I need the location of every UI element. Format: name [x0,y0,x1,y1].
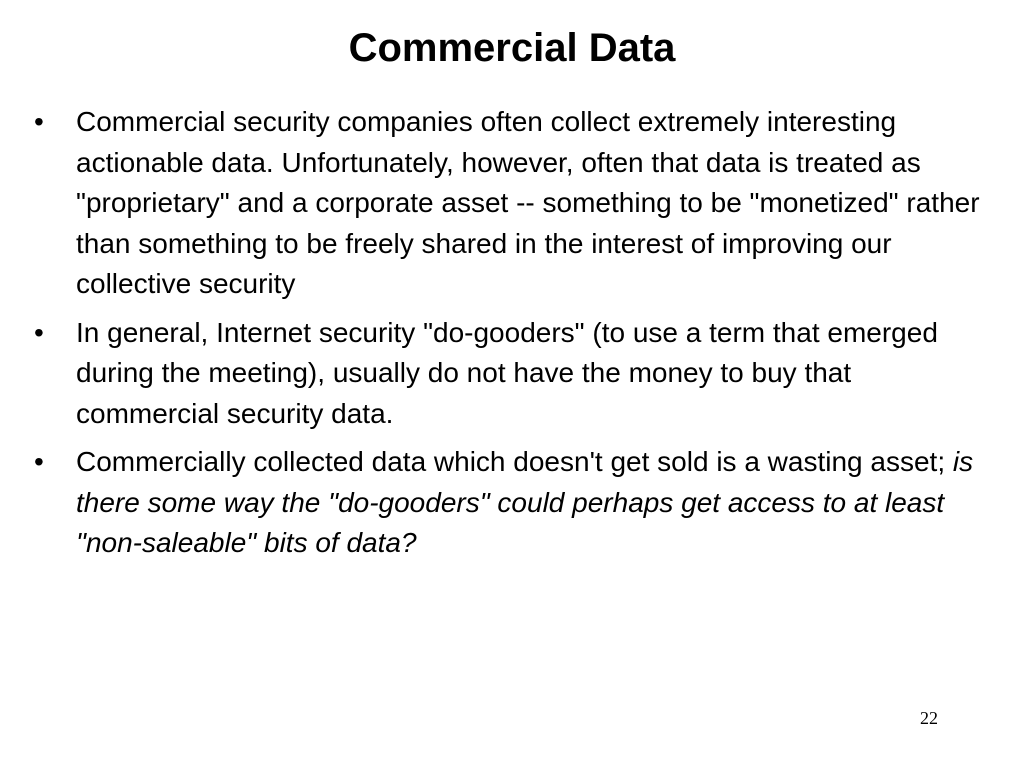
bullet-icon: • [34,446,44,477]
bullet-text: Commercial security companies often collect extremely interesting actionable data. Unfortunately, however, often that data is treated as "proprietary" and a corporate asset -- something to be "monetized" rather than something to be freely shared in the interest of improving our collective security [76,106,980,299]
bullet-item-3 [28,442,996,564]
bullet-icon: • [34,316,44,348]
bullet-item-2 [28,313,996,435]
slide-title: Commercial Data [348,26,676,70]
bullet-text: In general, Internet security "do-gooders" (to use a term that emerged during the meeting), usually do not have the money to buy that commercial security data. [76,316,938,429]
bullet-icon: • [34,106,44,137]
slide-number: 22 [920,708,938,728]
bullet-italic-text: is there some way the "do-gooders" could perhaps get access to at least "non-saleable" bits of data? [76,446,974,558]
bullet-text: Commercially collected data which doesn't get sold is a wasting asset; [76,446,953,477]
bullet-list [28,102,996,572]
bullet-item-1 [28,102,996,305]
